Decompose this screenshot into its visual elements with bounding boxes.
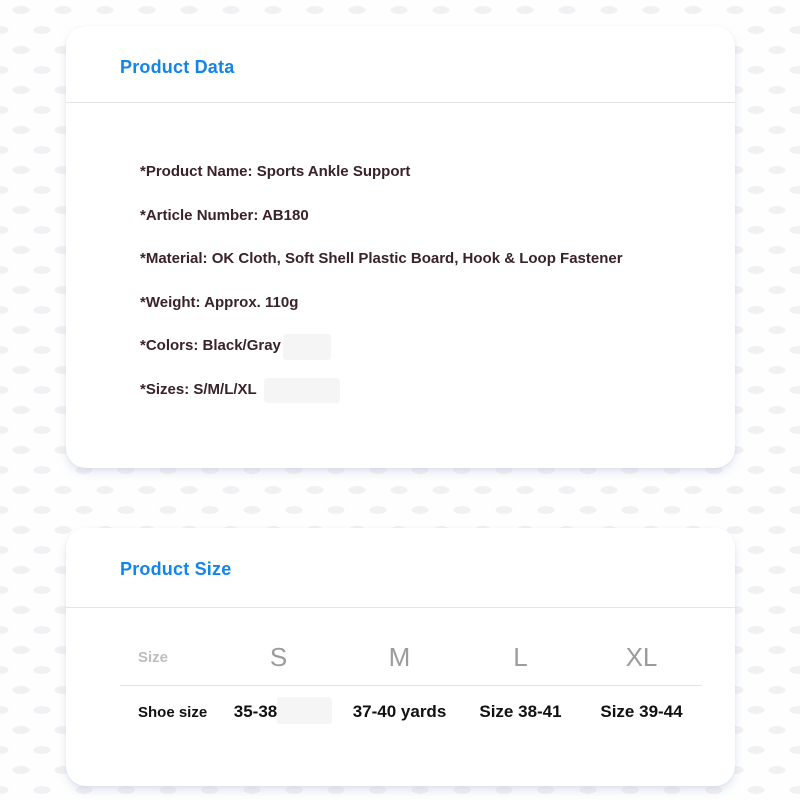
product-size-title: Product Size	[120, 559, 232, 579]
size-table-cell-shoe-size: Shoe size	[138, 703, 208, 721]
spec-line-article-number: *Article Number: AB180	[140, 206, 309, 224]
spec-line-colors: *Colors: Black/Gray	[140, 337, 281, 355]
product-size-card	[66, 528, 735, 786]
section-divider	[66, 607, 735, 608]
size-table-cell-m: 37-40 yards	[352, 702, 447, 721]
section-divider	[66, 102, 735, 103]
spec-line-weight: *Weight: Approx. 110g	[140, 293, 299, 311]
product-data-title: Product Data	[120, 57, 235, 77]
size-table-header-s: S	[269, 642, 288, 672]
spec-line-material: *Material: OK Cloth, Soft Shell Plastic Board, Hook & Loop Fastener	[140, 250, 623, 268]
size-table-header-m: M	[388, 642, 411, 672]
size-table-cell-l: Size 38-41	[479, 702, 562, 721]
spec-list	[140, 150, 707, 412]
size-table	[120, 630, 702, 738]
product-data-card	[66, 26, 735, 468]
spec-line-product-name: *Product Name: Sports Ankle Support	[140, 163, 411, 180]
spec-line-sizes: *Sizes: S/M/L/XL	[140, 380, 257, 398]
size-table-cell-s: 35-38	[233, 702, 278, 721]
size-table-cell-xl: Size 39-44	[600, 702, 683, 721]
size-table-header-l: L	[513, 642, 528, 672]
size-table-header-size: Size	[138, 649, 169, 666]
size-table-header-xl: XL	[625, 642, 658, 672]
